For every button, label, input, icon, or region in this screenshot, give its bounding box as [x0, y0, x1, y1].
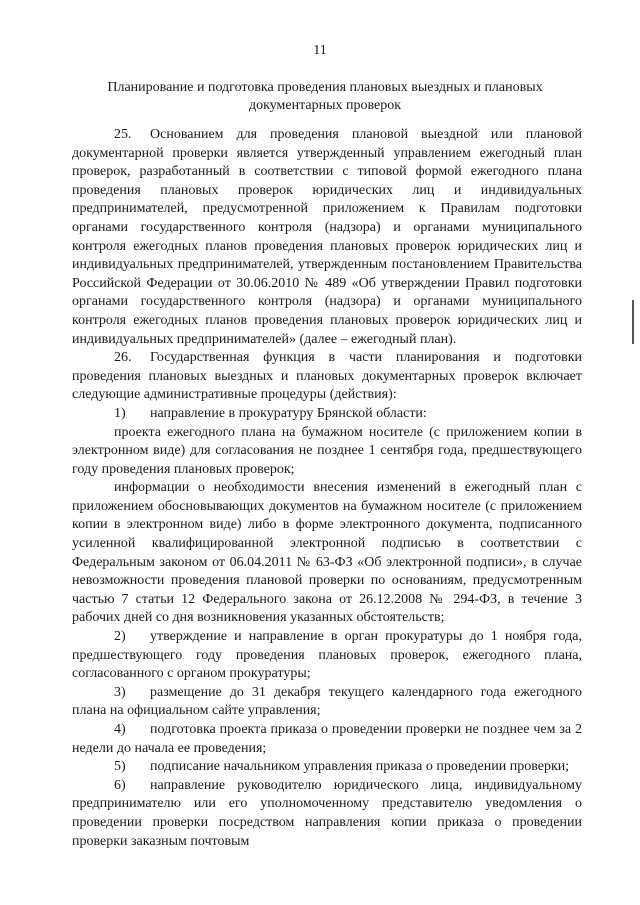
list-text: подписание начальником управления приказа о проведении проверки;	[150, 759, 570, 775]
list-item-6	[72, 777, 582, 851]
list-item-1	[72, 405, 582, 424]
list-number: 2)	[114, 629, 126, 645]
section-title-line-1: Планирование и подготовка проведения плановых выездных и плановых	[107, 80, 543, 95]
scan-edge-mark	[632, 300, 634, 344]
document-body	[72, 126, 582, 851]
list-number: 5)	[114, 759, 126, 775]
list-text: проекта ежегодного плана на бумажном носителе (с приложением копии в электронном виде) для согласования не позднее 1 сентября года, предшествующего году проведения плановых проверок;	[72, 424, 582, 477]
list-number: 1)	[114, 405, 126, 421]
section-title-line-2: документарных проверок	[248, 98, 402, 113]
list-text: размещение до 31 декабря текущего календарного года ежегодного плана на официальном сайте управления;	[72, 684, 582, 719]
paragraph-number: 26.	[114, 350, 132, 366]
paragraph-25	[72, 126, 582, 349]
list-subitem-information	[72, 479, 582, 628]
paragraph-number: 25.	[114, 127, 132, 142]
list-text: утверждение и направление в орган прокуратуры до 1 ноября года, предшествующего году проведения плановых проверок, ежегодного плана, согласованного с органом прокуратуры;	[72, 629, 582, 682]
paragraph-text: Основанием для проведения плановой выездной или плановой документарной проверки является утвержденный управлением ежегодный план проверок, разработанный в соответствии с типовой формой ежегодного плана проведения плановых проверок юридических лиц и индивидуальных предпринимателей, предусмотренной приложением к Правилам подготовки органами государственного контроля (надзора) и органами муниципального контроля ежегодных планов проведения плановых проверок юридических лиц и индивидуальных предпринимателей, утвержденным постановлением Правительства Российской Федерации от 30.06.2010 № 489 «Об утверждении Правил подготовки органами государственного контроля (надзора) и органами муниципального контроля ежегодных планов проведения плановых проверок юридических лиц и индивидуальных предпринимателей» (далее – ежегодный план).	[72, 127, 582, 347]
section-title	[70, 79, 580, 115]
list-number: 4)	[114, 722, 126, 737]
list-number: 3)	[114, 684, 126, 700]
list-subitem-project	[72, 424, 582, 480]
list-text: информации о необходимости внесения изменений в ежегодный план с приложением обосновывающих документов на бумажном носителе (с приложением копии в электронном виде) либо в форме электронного документа, подписанного усиленной квалифицированной электронной подписью в соответствии с Федеральным законом от 06.04.2011 № 63-ФЗ «Об электронной подписи», в случае невозможности проведения плановой проверки по основаниям, предусмотренным частью 7 статьи 12 Федерального закона от 26.12.2008 № 294-ФЗ, в течение 3 рабочих дней со дня возникновения указанных обстоятельств;	[72, 480, 582, 626]
paragraph-26	[72, 349, 582, 405]
list-text: направление в прокуратуру Брянской области:	[150, 405, 427, 421]
paragraph-text: Государственная функция в части планирования и подготовки проведения плановых выездных и плановых документарных проверок включает следующие административные процедуры (действия):	[72, 350, 582, 403]
list-item-3	[72, 684, 582, 721]
list-number: 6)	[114, 777, 126, 793]
list-item-5	[72, 758, 582, 777]
list-text: направление руководителю юридического лица, индивидуальному предпринимателю или его уполномоченному представителю уведомления о проведении проверки посредством направления копии приказа о проведении проверки заказным почтовым	[72, 777, 582, 849]
list-text: подготовка проекта приказа о проведении проверки не позднее чем за 2 недели до начала ее проведения;	[72, 722, 582, 756]
list-item-4	[72, 721, 582, 758]
page-number: 11	[313, 43, 327, 58]
list-item-2	[72, 628, 582, 684]
